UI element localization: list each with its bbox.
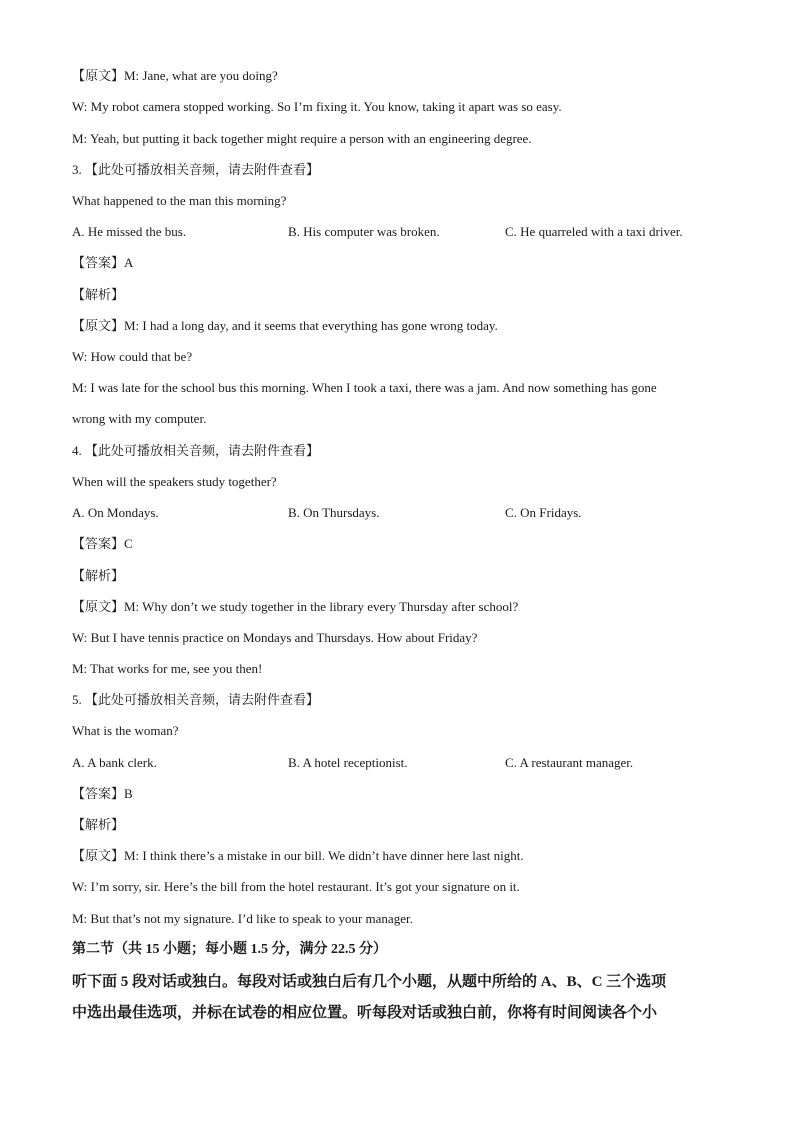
- q5-option-c: C. A restaurant manager.: [505, 755, 634, 770]
- q2-transcript-line-2: W: My robot camera stopped working. So I’m fixing it. You know, taking it apart was so easy.: [72, 99, 562, 114]
- section2-title: 第二节（共 15 小题；每小题 1.5 分，满分 22.5 分）: [72, 942, 387, 957]
- q3-analysis-label: 【解析】: [72, 287, 125, 302]
- q4-option-c: C. On Fridays.: [505, 505, 582, 520]
- q4-analysis-label: 【解析】: [72, 568, 125, 583]
- q5-answer: 【答案】B: [72, 786, 133, 801]
- q3-question: What happened to the man this morning?: [72, 193, 287, 208]
- q3-transcript-line-1: 【原文】M: I had a long day, and it seems that everything has gone wrong today.: [72, 318, 498, 333]
- q2-transcript-line-3: M: Yeah, but putting it back together might require a person with an engineering degree.: [72, 131, 532, 146]
- q4-option-a: A. On Mondays.: [72, 505, 159, 520]
- q4-transcript-line-1: 【原文】M: Why don’t we study together in the library every Thursday after school?: [72, 599, 519, 614]
- q4-question: When will the speakers study together?: [72, 474, 277, 489]
- q5-transcript-line-2: W: I’m sorry, sir. Here’s the bill from the hotel restaurant. It’s got your signature on it.: [72, 879, 520, 894]
- section2-instruction-line-1: 听下面 5 段对话或独白。每段对话或独白后有几个小题，从题中所给的 A、B、C 三个选项: [72, 974, 667, 990]
- q5-analysis-label: 【解析】: [72, 817, 125, 832]
- q4-option-b: B. On Thursdays.: [288, 505, 380, 520]
- q2-transcript-line-1: 【原文】M: Jane, what are you doing?: [72, 68, 278, 83]
- q4-transcript-line-3: M: That works for me, see you then!: [72, 661, 263, 676]
- q5-option-b: B. A hotel receptionist.: [288, 755, 408, 770]
- q3-option-b: B. His computer was broken.: [288, 224, 440, 239]
- q5-question: What is the woman?: [72, 723, 179, 738]
- q5-transcript-line-3: M: But that’s not my signature. I’d like to speak to your manager.: [72, 911, 413, 926]
- q5-header: 5. 【此处可播放相关音频，请去附件查看】: [72, 692, 320, 707]
- q5-option-a: A. A bank clerk.: [72, 755, 157, 770]
- q4-answer: 【答案】C: [72, 536, 133, 551]
- q3-transcript-line-4: wrong with my computer.: [72, 411, 207, 426]
- q3-transcript-line-3: M: I was late for the school bus this morning. When I took a taxi, there was a jam. And now something has gone: [72, 380, 657, 395]
- q3-option-a: A. He missed the bus.: [72, 224, 187, 239]
- q3-header: 3. 【此处可播放相关音频，请去附件查看】: [72, 162, 320, 177]
- section2-instruction-line-2: 中选出最佳选项，并标在试卷的相应位置。听每段对话或独白前，你将有时间阅读各个小: [72, 1005, 658, 1021]
- q4-header: 4. 【此处可播放相关音频，请去附件查看】: [72, 443, 320, 458]
- q3-answer: 【答案】A: [72, 255, 134, 270]
- q5-transcript-line-1: 【原文】M: I think there’s a mistake in our bill. We didn’t have dinner here last night.: [72, 848, 524, 863]
- q3-transcript-line-2: W: How could that be?: [72, 349, 193, 364]
- q3-option-c: C. He quarreled with a taxi driver.: [505, 224, 683, 239]
- q4-transcript-line-2: W: But I have tennis practice on Mondays and Thursdays. How about Friday?: [72, 630, 478, 645]
